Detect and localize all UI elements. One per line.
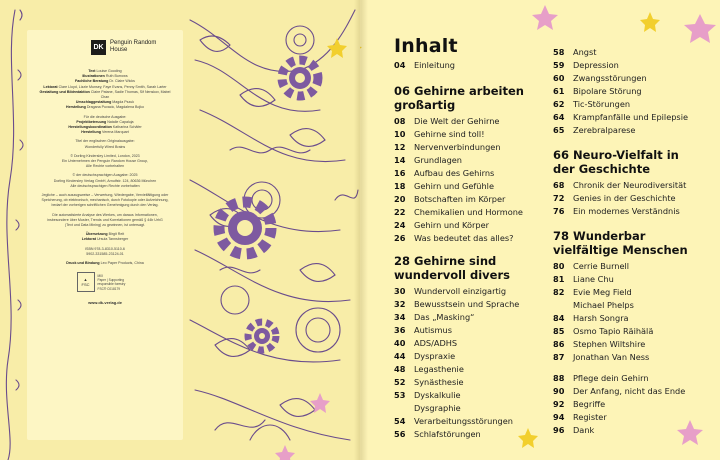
toc-entry[interactable]: 22 Chemikalien und Hormone (394, 207, 523, 217)
isbn: ISBN 978-3-8310-5110-6 (85, 246, 125, 251)
gear-icon (248, 322, 276, 350)
toc-entry[interactable]: 56 Schlafstörungen (394, 429, 481, 439)
credit-line: Fachliche Beratung Dr. Claire Wicks (75, 79, 135, 84)
publisher-name: Penguin Random House (110, 40, 157, 53)
credit-line: Lektorat Ursula Tannsberger (81, 237, 129, 242)
toc-entry[interactable]: 58 Angst (553, 47, 597, 57)
toc-entry[interactable]: 44 Dyspraxie (394, 351, 456, 361)
credit-line: Herstellung Dragana Puvacic, Magdalena Bojko (66, 105, 144, 110)
toc-entry[interactable]: 48 Legasthenie (394, 364, 464, 374)
toc-entry[interactable]: 65 Zerebralparese (553, 125, 636, 135)
credit-line: Umschlaggestaltung Magda Pszuk (75, 100, 135, 105)
toc-entry[interactable]: 87 Jonathan Van Ness (553, 352, 650, 362)
copyright-line: © der deutschsprachigen Ausgabe: 2025 (72, 173, 138, 178)
toc-title: Inhalt (394, 35, 458, 57)
toc-entry[interactable]: 26 Was bedeutet das alles? (394, 233, 514, 243)
legal-line: Die automatisierte Analyse des Werkes, um daraus Informationen, (52, 212, 158, 217)
credits-block (35, 69, 175, 266)
toc-section-heading[interactable]: 06 Gehirne arbeiten großartig (394, 84, 524, 112)
credit-line: Illustrationen Ruth Burrows (82, 74, 128, 79)
toc-entry[interactable]: 72 Genies in der Geschichte (553, 193, 676, 203)
toc-entry[interactable]: 14 Grundlagen (394, 155, 463, 165)
toc-entry[interactable]: 86 Stephen Wiltshire (553, 339, 646, 349)
toc-entry[interactable]: 30 Wundervoll einzigartig (394, 286, 507, 296)
toc-entry[interactable]: 64 Krampfanfälle und Epilepsie (553, 112, 689, 122)
toc-entry[interactable]: Michael Phelps (573, 300, 634, 310)
credit-line: Lektorat Clare Lloyd, Lizzie Munsey, Faye Evans, Penny Smith, Sarah Larter (43, 84, 167, 89)
toc-entry[interactable]: 84 Harsh Songra (553, 313, 629, 323)
toc-entry[interactable]: Dysgraphie (414, 403, 461, 413)
imprint-panel (27, 30, 183, 440)
copyright-line: Ein Unternehmen der Penguin Random House Group, (61, 159, 149, 164)
credit-line: Herstellung Verena Marquart (81, 130, 129, 135)
toc-entry[interactable]: 36 Autismus (394, 325, 452, 335)
toc-entry[interactable]: 59 Depression (553, 60, 619, 70)
credit-line: Druck und Bindung Leo Paper Products, China (66, 261, 144, 266)
fsc-logo-icon: ▲ FSC (77, 272, 95, 292)
legal-line: Speicherung, ob elektronisch, mechanisch, durch Fotokopie oder Aufzeichnung, (41, 198, 169, 203)
toc-entry[interactable]: 81 Liane Chu (553, 274, 614, 284)
toc-entry[interactable]: 85 Osmo Tapio Räihälä (553, 326, 654, 336)
credit-line: Gestaltung und Bildredaktion Claire Patane, Sadie Thomas, Sif Nenskov, Mabel Chan (39, 89, 171, 100)
legal-line: insbesondere über Muster, Trends und Korrelationen gemäß § 44b UrhG (47, 217, 163, 222)
toc-entry[interactable]: 04 Einleitung (394, 60, 456, 70)
credit-line: Projektbetreuung Natalie Capaluja (76, 119, 134, 124)
publisher-logo (91, 40, 175, 55)
copyright-line: Alle Rechte vorbehalten (85, 164, 125, 169)
toc-entry[interactable]: 16 Aufbau des Gehirns (394, 168, 495, 178)
dk-logo-mark: DK (91, 40, 106, 55)
star-icon (677, 420, 703, 445)
original-title: Wonderfully Wired Brains (84, 144, 126, 149)
toc-entry[interactable]: 34 Das „Masking“ (394, 312, 475, 322)
toc-section-heading[interactable]: 28 Gehirne sind wundervoll divers (394, 254, 510, 282)
toc-entry[interactable]: 53 Dyskalkulie (394, 390, 461, 400)
toc-entry[interactable]: 18 Gehirn und Gefühle (394, 181, 494, 191)
toc-entry[interactable]: 54 Verarbeitungsstörungen (394, 416, 513, 426)
credit-line: Übersetzung Birgit Reit (85, 232, 125, 237)
copyright-line: © Dorling Kindersley Limited, London, 2023 (70, 153, 140, 158)
gear-icon (282, 60, 318, 96)
toc-entry[interactable]: 96 Dank (553, 425, 595, 435)
toc-entry[interactable]: 94 Register (553, 412, 607, 422)
star-icon (532, 5, 558, 30)
toc-entry[interactable]: 62 Tic-Störungen (553, 99, 631, 109)
toc-entry[interactable]: 08 Die Welt der Gehirne (394, 116, 500, 126)
legal-line: (Text und Data Mining) zu gewinnen, ist untersagt. (65, 223, 145, 228)
toc-entry[interactable]: 52 Synästhesie (394, 377, 464, 387)
german-edition-intro: Für die deutsche Ausgabe: (83, 114, 127, 119)
star-icon (684, 14, 716, 43)
star-icon (518, 428, 538, 448)
toc-entry[interactable]: 88 Pflege dein Gehirn (553, 373, 649, 383)
copyright-line: Dorling Kindersley Verlag GmbH, Arnulfstr. 124, 80636 München (53, 178, 157, 183)
gear-icon (219, 202, 271, 254)
print-code: 5902-331585-23124-01 (86, 251, 124, 256)
toc-entry[interactable]: 60 Zwangsstörungen (553, 73, 647, 83)
toc-entry[interactable]: 12 Nervenverbindungen (394, 142, 501, 152)
toc-entry[interactable]: 92 Begriffe (553, 399, 606, 409)
toc-entry[interactable]: 20 Botschaften im Körper (394, 194, 506, 204)
toc-entry[interactable]: 68 Chronik der Neurodiversität (553, 180, 687, 190)
website-url: www.dk-verlag.de (88, 300, 122, 306)
original-title-label: Titel der englischen Originalausgabe: (75, 139, 135, 144)
star-icon (640, 12, 660, 32)
toc-section-heading[interactable]: 78 Wunderbar vielfältige Menschen (553, 229, 688, 257)
toc-entry[interactable]: 24 Gehirn und Körper (394, 220, 489, 230)
fsc-label: ▲ FSC MIX Paper | Supporting responsible forestry FSC® C018179 (35, 272, 175, 292)
toc-entry[interactable]: 40 ADS/ADHS (394, 338, 458, 348)
toc-entry[interactable]: 76 Ein modernes Verständnis (553, 206, 680, 216)
toc-entry[interactable]: 80 Cerrie Burnell (553, 261, 630, 271)
toc-entry[interactable]: 82 Evie Meg Field (553, 287, 632, 297)
toc-entry[interactable]: 90 Der Anfang, nicht das Ende (553, 386, 686, 396)
credit-line: Herstellungskoordination Katharina Schäfer (68, 125, 142, 130)
toc-entry[interactable]: 10 Gehirne sind toll! (394, 129, 485, 139)
toc-entry[interactable]: 61 Bipolare Störung (553, 86, 642, 96)
page-fold (354, 0, 368, 460)
toc-section-heading[interactable]: 66 Neuro-Vielfalt in der Geschichte (553, 148, 679, 176)
toc-entry[interactable]: 32 Bewusstsein und Sprache (394, 299, 520, 309)
credit-line: Text Louise Gooding (88, 69, 122, 73)
star-icon (275, 445, 295, 460)
star-icon (310, 393, 330, 413)
legal-line: Jegliche – auch auszugsweise – Verwertung, Wiedergabe, Vervielfältigung oder (41, 193, 169, 198)
legal-line: bedarf der vorherigen schriftlichen Genehmigung durch den Verlag. (51, 203, 159, 208)
star-icon (327, 38, 347, 58)
copyright-line: Alle deutschsprachigen Rechte vorbehalten (70, 183, 140, 188)
